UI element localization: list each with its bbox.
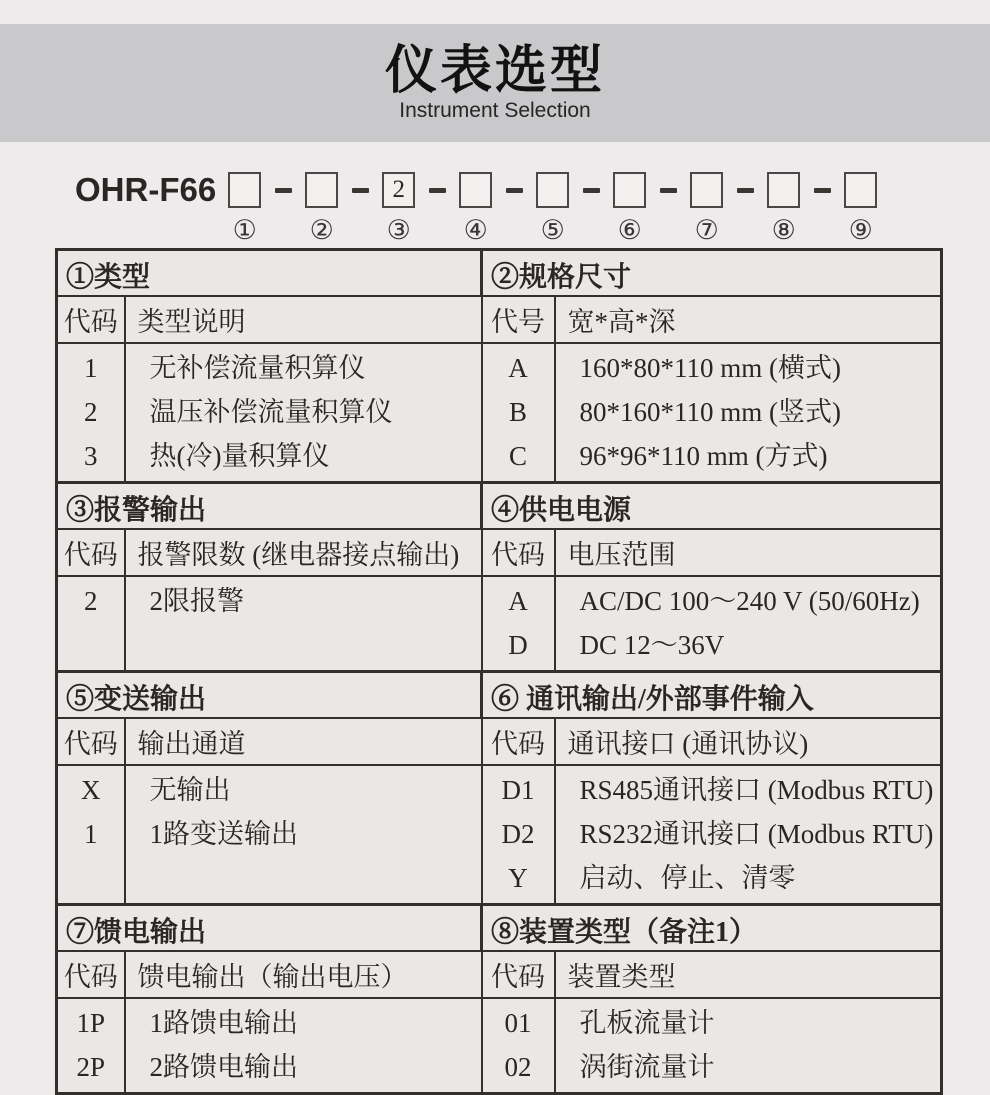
code-index-1: ① <box>232 215 257 245</box>
code-slot-6 <box>613 172 646 244</box>
col-header-left-1: 报警限数 (继电器接点输出) <box>125 529 482 576</box>
section-title-row-4 <box>57 905 942 952</box>
code-slot-7 <box>690 172 723 244</box>
code-box-5 <box>536 172 569 208</box>
code-index-5: ⑤ <box>540 215 565 245</box>
col-header-right-1: 宽*高*深 <box>555 296 942 343</box>
section-title-row-1 <box>57 250 942 297</box>
description-value: RS485通讯接口 (Modbus RTU) <box>579 775 934 805</box>
data-cell-left-descs <box>125 998 482 1094</box>
dash-separator-icon <box>261 172 305 208</box>
code-index-7: ⑦ <box>694 215 719 245</box>
col-header-right-0: 代码 <box>482 529 555 576</box>
code-value: A <box>508 353 528 383</box>
data-cell-left-codes <box>57 576 125 672</box>
dash-separator-icon <box>646 172 690 208</box>
col-header-right-0: 代码 <box>482 951 555 998</box>
section-title-left-4: ⑦馈电输出 <box>57 905 482 952</box>
data-cell-left-codes <box>57 998 125 1094</box>
code-box-9 <box>844 172 877 208</box>
data-row-1 <box>57 343 942 483</box>
description-value: 2限报警 <box>149 586 244 616</box>
data-cell-right-descs <box>555 998 942 1094</box>
description-value: 160*80*110 mm (横式) <box>579 353 841 383</box>
description-value: 无补偿流量积算仪 <box>149 353 366 383</box>
col-header-right-1: 电压范围 <box>555 529 942 576</box>
dash-separator-icon <box>492 172 536 208</box>
description-value: 2路馈电输出 <box>149 1052 298 1082</box>
column-header-row-1 <box>57 296 942 343</box>
code-box-7 <box>690 172 723 208</box>
col-header-left-0: 代码 <box>57 529 125 576</box>
model-code-line <box>75 172 990 244</box>
data-cell-right-descs <box>555 576 942 672</box>
data-row-4 <box>57 998 942 1094</box>
page-subtitle: Instrument Selection <box>399 99 591 122</box>
column-header-row-3 <box>57 718 942 765</box>
data-cell-left-descs <box>125 765 482 905</box>
model-code-slots <box>228 172 877 244</box>
code-value: 01 <box>504 1008 532 1038</box>
data-cell-right-codes <box>482 765 555 905</box>
code-box-3: 2 <box>382 172 415 208</box>
data-cell-right-codes <box>482 998 555 1094</box>
section-title-left-1: ①类型 <box>57 250 482 297</box>
col-header-right-0: 代码 <box>482 718 555 765</box>
data-cell-left-descs <box>125 343 482 483</box>
col-header-left-0: 代码 <box>57 296 125 343</box>
code-value: 1P <box>76 1008 106 1038</box>
code-value: Y <box>508 863 528 893</box>
data-cell-right-codes <box>482 343 555 483</box>
description-value: 启动、停止、清零 <box>579 863 796 893</box>
col-header-left-0: 代码 <box>57 718 125 765</box>
description-value: 1路馈电输出 <box>149 1008 298 1038</box>
description-value: 孔板流量计 <box>579 1008 715 1038</box>
description-value: 无输出 <box>149 775 231 805</box>
section-title-left-3: ⑤变送输出 <box>57 672 482 719</box>
description-value: 96*96*110 mm (方式) <box>579 441 828 471</box>
code-value: 2P <box>76 1052 106 1082</box>
data-cell-right-descs <box>555 343 942 483</box>
section-title-right-2: ④供电电源 <box>482 483 942 530</box>
dash-separator-icon <box>569 172 613 208</box>
dash-separator-icon <box>415 172 459 208</box>
description-value: 温压补偿流量积算仪 <box>149 397 393 427</box>
col-header-right-1: 通讯接口 (通讯协议) <box>555 718 942 765</box>
code-value: 2 <box>84 397 98 427</box>
code-slot-3 <box>382 172 415 244</box>
section-title-right-1: ②规格尺寸 <box>482 250 942 297</box>
description-value: 涡街流量计 <box>579 1052 715 1082</box>
code-value: D1 <box>501 775 535 805</box>
code-box-2 <box>305 172 338 208</box>
col-header-right-1: 装置类型 <box>555 951 942 998</box>
section-title-right-3: ⑥ 通讯输出/外部事件输入 <box>482 672 942 719</box>
col-header-left-1: 馈电输出（输出电压） <box>125 951 482 998</box>
code-slot-1 <box>228 172 261 244</box>
code-box-8 <box>767 172 800 208</box>
dash-separator-icon <box>338 172 382 208</box>
code-value: 1 <box>84 819 98 849</box>
code-value: 3 <box>84 441 98 471</box>
description-value: 80*160*110 mm (竖式) <box>579 397 841 427</box>
page-header <box>0 24 990 142</box>
section-title-right-4: ⑧装置类型（备注1） <box>482 905 942 952</box>
code-value: X <box>81 775 101 805</box>
code-value: D2 <box>501 819 535 849</box>
code-index-6: ⑥ <box>617 215 642 245</box>
col-header-left-1: 输出通道 <box>125 718 482 765</box>
selection-table <box>55 248 943 1095</box>
col-header-left-0: 代码 <box>57 951 125 998</box>
description-value: RS232通讯接口 (Modbus RTU) <box>579 819 934 849</box>
description-value: DC 12～36V <box>579 630 725 660</box>
col-header-left-1: 类型说明 <box>125 296 482 343</box>
code-slot-2 <box>305 172 338 244</box>
code-slot-8 <box>767 172 800 244</box>
col-header-right-0: 代号 <box>482 296 555 343</box>
data-cell-right-codes <box>482 576 555 672</box>
section-title-row-3 <box>57 672 942 719</box>
section-title-row-2 <box>57 483 942 530</box>
code-value: D <box>508 630 528 660</box>
code-value: 2 <box>84 586 98 616</box>
code-value: 02 <box>504 1052 532 1082</box>
data-row-2 <box>57 576 942 672</box>
code-value: C <box>509 441 528 471</box>
data-cell-right-descs <box>555 765 942 905</box>
dash-separator-icon <box>723 172 767 208</box>
code-value: 1 <box>84 353 98 383</box>
description-value: 1路变送输出 <box>149 819 298 849</box>
page-title: 仪表选型 <box>384 42 605 100</box>
data-cell-left-codes <box>57 765 125 905</box>
code-slot-9 <box>844 172 877 244</box>
data-cell-left-descs <box>125 576 482 672</box>
code-index-9: ⑨ <box>848 215 873 245</box>
code-index-2: ② <box>309 215 334 245</box>
dash-separator-icon <box>800 172 844 208</box>
description-value: AC/DC 100～240 V (50/60Hz) <box>579 586 920 616</box>
column-header-row-4 <box>57 951 942 998</box>
code-index-3: ③ <box>386 215 411 245</box>
description-value: 热(冷)量积算仪 <box>149 441 330 471</box>
code-box-6 <box>613 172 646 208</box>
code-index-8: ⑧ <box>771 215 796 245</box>
column-header-row-2 <box>57 529 942 576</box>
section-title-left-2: ③报警输出 <box>57 483 482 530</box>
code-box-4 <box>459 172 492 208</box>
data-row-3 <box>57 765 942 905</box>
code-value: A <box>508 586 528 616</box>
code-slot-4 <box>459 172 492 244</box>
code-slot-5 <box>536 172 569 244</box>
code-box-1 <box>228 172 261 208</box>
data-cell-left-codes <box>57 343 125 483</box>
code-index-4: ④ <box>463 215 488 245</box>
model-prefix: OHR-F66 <box>75 171 217 208</box>
code-value: B <box>509 397 528 427</box>
